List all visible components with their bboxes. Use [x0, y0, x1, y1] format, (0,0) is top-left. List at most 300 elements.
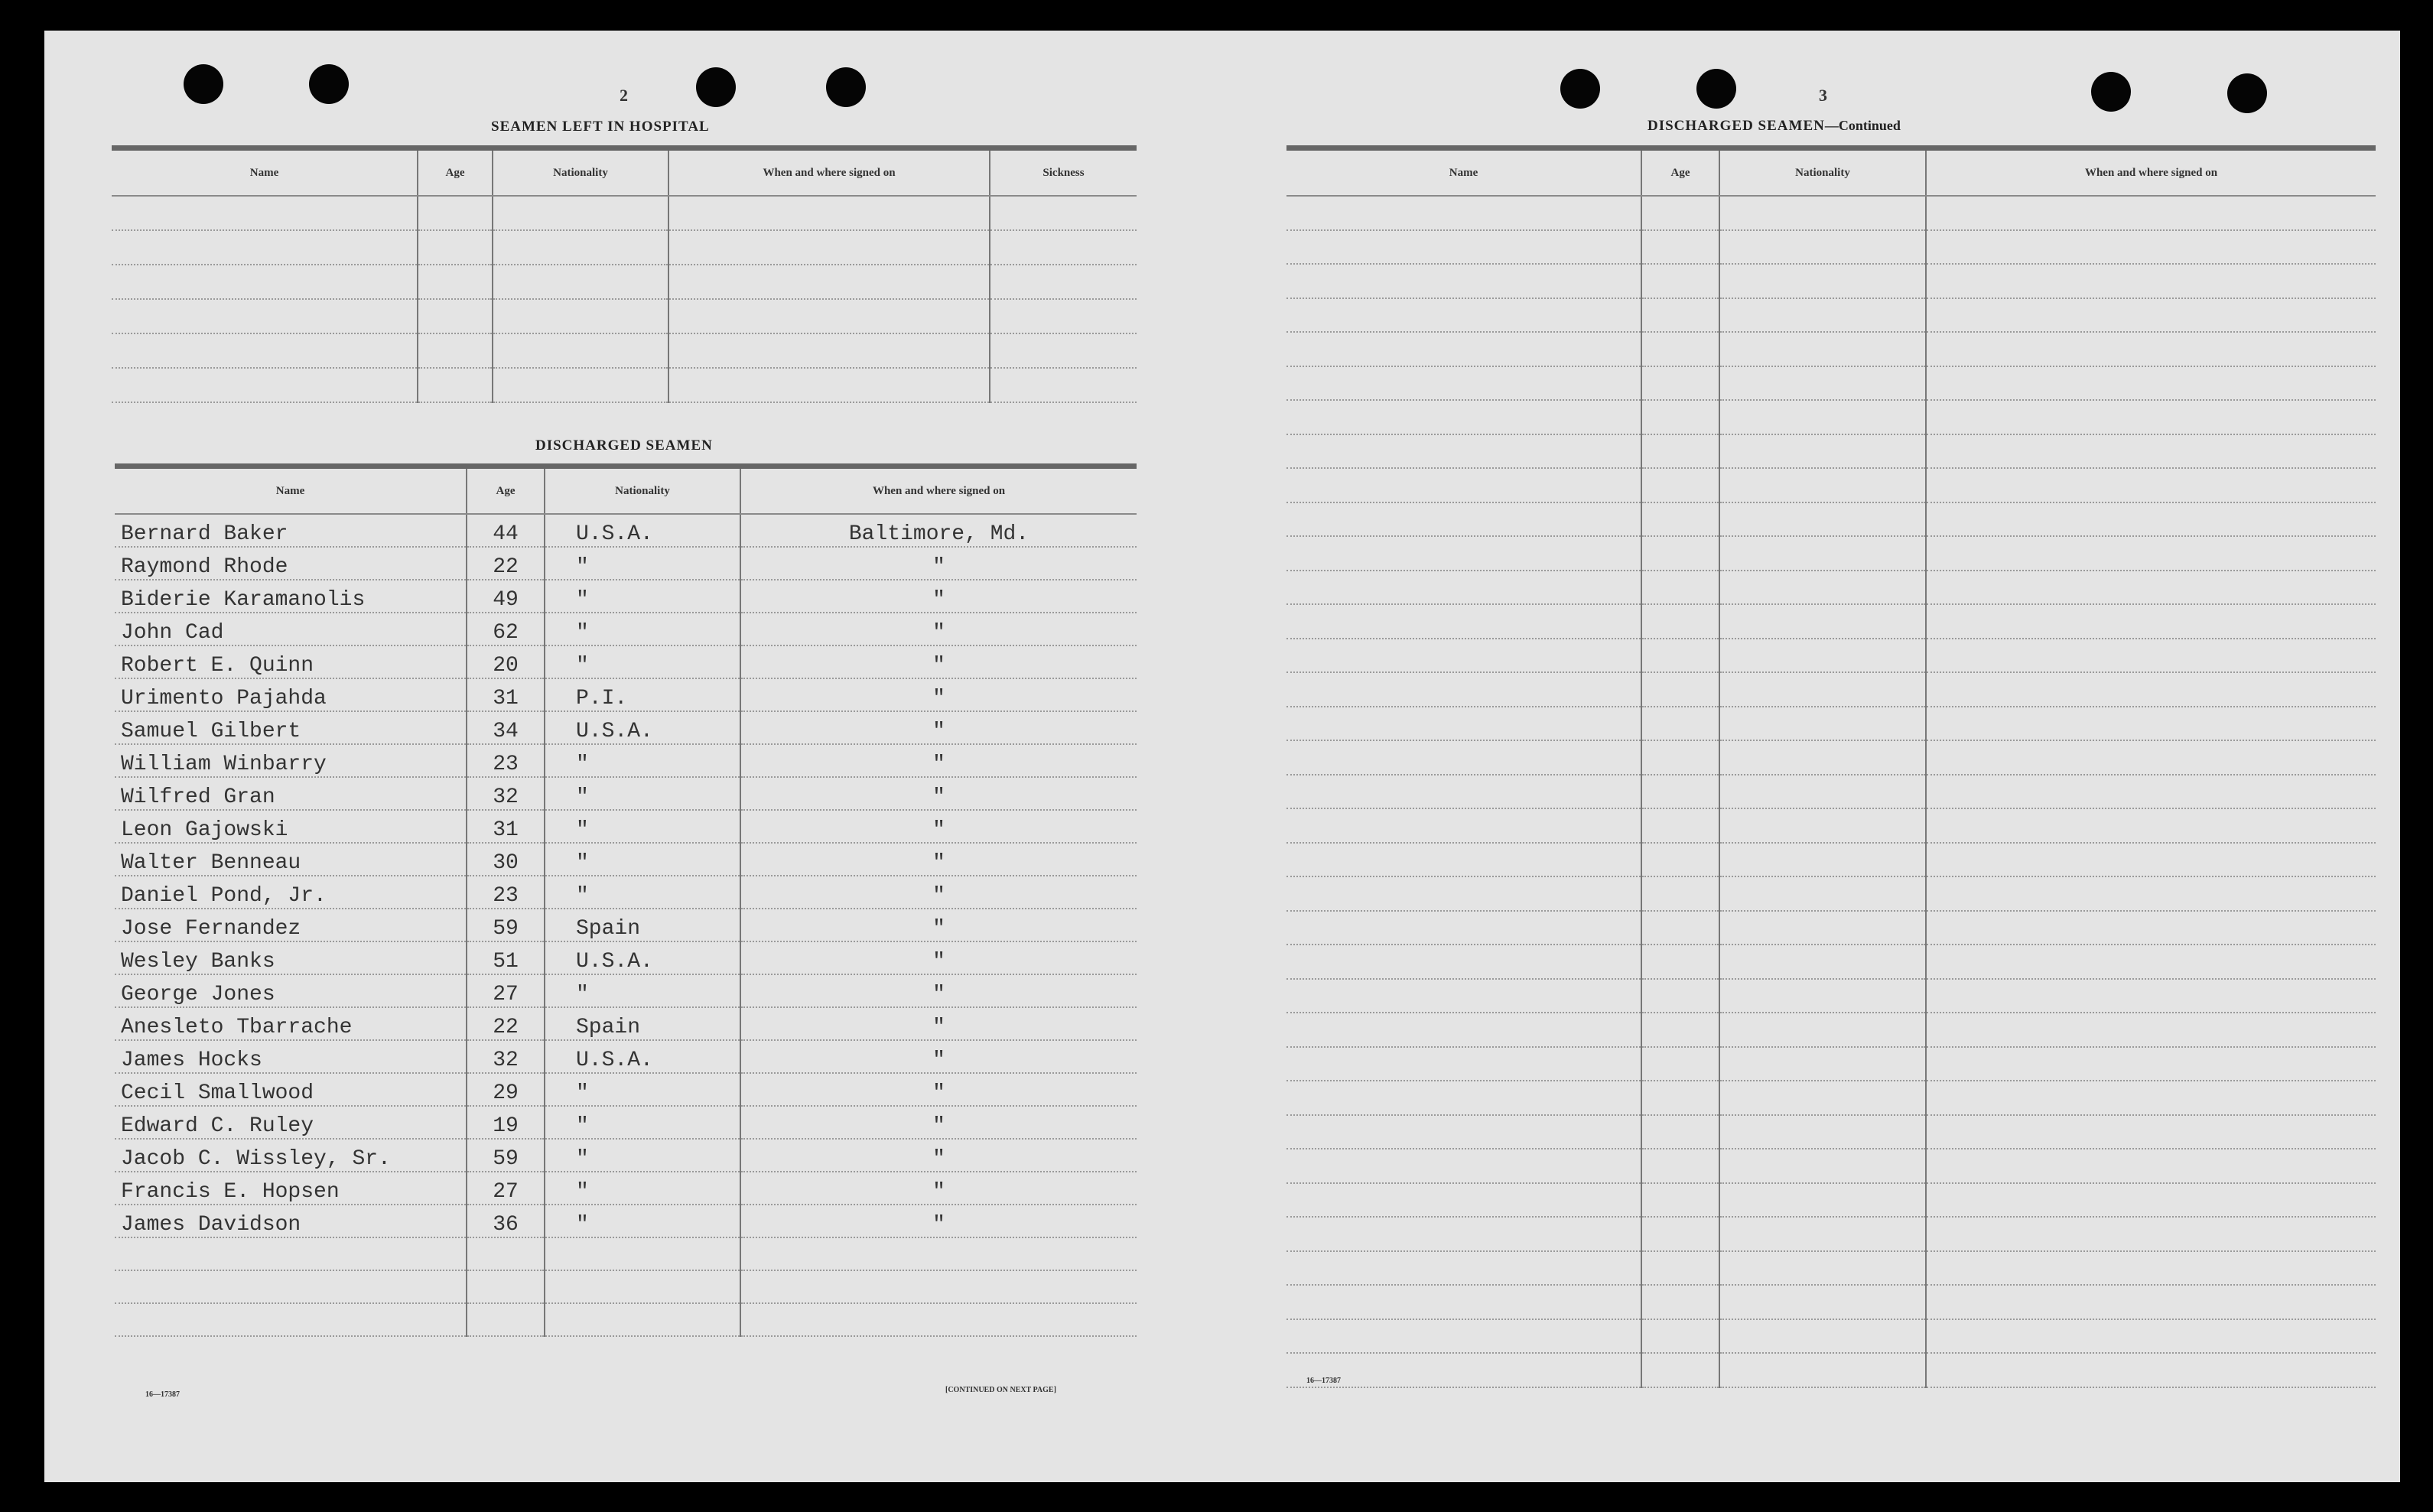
seaman-signed-on: "	[740, 876, 1137, 909]
seaman-name: William Winbarry	[115, 744, 467, 777]
blank-row	[112, 368, 1137, 402]
punch-hole	[1560, 69, 1600, 109]
blank-cell	[1926, 1149, 2376, 1183]
blank-cell	[1641, 196, 1719, 230]
seaman-name: George Jones	[115, 974, 467, 1007]
seaman-nationality: "	[545, 547, 740, 580]
blank-cell	[1641, 604, 1719, 639]
continued-table	[1286, 145, 2376, 1388]
blank-cell	[1926, 298, 2376, 333]
blank-row	[115, 1237, 1137, 1270]
blank-cell	[1926, 843, 2376, 877]
form-number: 16—17387	[1306, 1377, 1341, 1385]
seaman-nationality: "	[545, 777, 740, 810]
seaman-age: 32	[467, 777, 545, 810]
seaman-signed-on: "	[740, 744, 1137, 777]
seaman-name: Bernard Baker	[115, 514, 467, 547]
table-row	[115, 744, 1137, 777]
blank-cell	[1926, 1285, 2376, 1319]
blank-cell	[1926, 1217, 2376, 1251]
blank-cell	[1286, 571, 1641, 605]
blank-cell	[545, 1303, 740, 1336]
blank-cell	[418, 333, 493, 368]
blank-cell	[1926, 1013, 2376, 1047]
column-header: Sickness	[990, 148, 1137, 197]
blank-cell	[1641, 1081, 1719, 1115]
table-row	[115, 941, 1137, 974]
blank-cell	[1641, 1353, 1719, 1387]
blank-cell	[1719, 1013, 1926, 1047]
blank-cell	[1719, 843, 1926, 877]
blank-row	[1286, 1319, 2376, 1354]
blank-row	[1286, 1217, 2376, 1251]
seaman-signed-on: "	[740, 843, 1137, 876]
blank-cell	[112, 368, 418, 402]
blank-cell	[1719, 536, 1926, 571]
blank-cell	[1719, 672, 1926, 707]
table-row	[115, 876, 1137, 909]
blank-row	[1286, 639, 2376, 673]
hospital-section-title: SEAMEN LEFT IN HOSPITAL	[491, 119, 710, 135]
blank-cell	[1641, 502, 1719, 537]
blank-cell	[1926, 434, 2376, 469]
blank-row	[1286, 468, 2376, 502]
seaman-nationality: "	[545, 1106, 740, 1139]
seaman-age: 62	[467, 613, 545, 645]
blank-cell	[1286, 366, 1641, 401]
blank-cell	[990, 333, 1137, 368]
blank-cell	[467, 1303, 545, 1336]
blank-cell	[1286, 740, 1641, 775]
blank-cell	[1641, 775, 1719, 809]
blank-cell	[418, 230, 493, 265]
seaman-nationality: Spain	[545, 1007, 740, 1040]
blank-cell	[740, 1270, 1137, 1303]
blank-cell	[1286, 1319, 1641, 1354]
blank-cell	[112, 196, 418, 230]
blank-cell	[1641, 672, 1719, 707]
table-row	[115, 1073, 1137, 1106]
seaman-name: Wesley Banks	[115, 941, 467, 974]
blank-cell	[1641, 332, 1719, 366]
seaman-age: 27	[467, 974, 545, 1007]
column-header: When and where signed on	[740, 467, 1137, 515]
blank-cell	[1641, 707, 1719, 741]
seaman-signed-on: "	[740, 678, 1137, 711]
blank-cell	[493, 230, 668, 265]
table-row	[115, 777, 1137, 810]
seaman-nationality: "	[545, 974, 740, 1007]
blank-cell	[1641, 434, 1719, 469]
blank-row	[1286, 196, 2376, 230]
blank-cell	[1286, 843, 1641, 877]
blank-cell	[1286, 1149, 1641, 1183]
blank-cell	[1926, 468, 2376, 502]
blank-cell	[1641, 1047, 1719, 1081]
blank-cell	[1641, 571, 1719, 605]
seaman-nationality: "	[545, 1139, 740, 1172]
blank-cell	[1719, 571, 1926, 605]
blank-row	[1286, 945, 2376, 979]
blank-cell	[1286, 434, 1641, 469]
seaman-age: 23	[467, 744, 545, 777]
seaman-nationality: U.S.A.	[545, 1040, 740, 1073]
blank-row	[1286, 1183, 2376, 1218]
blank-row	[1286, 876, 2376, 911]
blank-row	[1286, 775, 2376, 809]
blank-cell	[1286, 1217, 1641, 1251]
blank-cell	[1286, 332, 1641, 366]
blank-cell	[1286, 876, 1641, 911]
blank-row	[1286, 298, 2376, 333]
blank-row	[1286, 1081, 2376, 1115]
blank-row	[112, 265, 1137, 299]
blank-cell	[668, 368, 990, 402]
blank-row	[1286, 911, 2376, 945]
blank-cell	[115, 1270, 467, 1303]
blank-row	[1286, 1047, 2376, 1081]
blank-cell	[1641, 1149, 1719, 1183]
blank-cell	[1926, 876, 2376, 911]
blank-cell	[467, 1270, 545, 1303]
blank-cell	[1641, 945, 1719, 979]
seaman-name: James Hocks	[115, 1040, 467, 1073]
blank-cell	[1641, 740, 1719, 775]
blank-row	[1286, 571, 2376, 605]
blank-cell	[1719, 979, 1926, 1013]
blank-cell	[1719, 639, 1926, 673]
seaman-nationality: "	[545, 876, 740, 909]
blank-cell	[1926, 230, 2376, 265]
seaman-age: 22	[467, 547, 545, 580]
blank-cell	[545, 1237, 740, 1270]
blank-cell	[1286, 604, 1641, 639]
blank-cell	[1286, 468, 1641, 502]
seaman-signed-on: "	[740, 941, 1137, 974]
blank-cell	[1719, 775, 1926, 809]
page-number: 2	[620, 86, 628, 105]
seaman-age: 59	[467, 1139, 545, 1172]
blank-cell	[1719, 1081, 1926, 1115]
seaman-name: Wilfred Gran	[115, 777, 467, 810]
blank-cell	[1286, 707, 1641, 741]
table-row	[115, 645, 1137, 678]
blank-row	[1286, 230, 2376, 265]
seaman-name: Walter Benneau	[115, 843, 467, 876]
seaman-name: Daniel Pond, Jr.	[115, 876, 467, 909]
seaman-age: 30	[467, 843, 545, 876]
seaman-age: 19	[467, 1106, 545, 1139]
blank-row	[112, 299, 1137, 333]
blank-cell	[1719, 468, 1926, 502]
seaman-name: Francis E. Hopsen	[115, 1172, 467, 1205]
blank-cell	[1926, 264, 2376, 298]
blank-cell	[1719, 502, 1926, 537]
blank-cell	[1719, 196, 1926, 230]
blank-cell	[1286, 1183, 1641, 1218]
seaman-age: 36	[467, 1205, 545, 1237]
table-row	[115, 547, 1137, 580]
table-row	[115, 1040, 1137, 1073]
table-row	[115, 1106, 1137, 1139]
blank-cell	[1286, 639, 1641, 673]
blank-cell	[1926, 1115, 2376, 1149]
seaman-age: 31	[467, 678, 545, 711]
seaman-nationality: "	[545, 645, 740, 678]
column-header: Age	[467, 467, 545, 515]
seaman-age: 59	[467, 909, 545, 941]
table-row	[115, 678, 1137, 711]
blank-row	[1286, 808, 2376, 843]
blank-cell	[1926, 1319, 2376, 1354]
seaman-age: 34	[467, 711, 545, 744]
seaman-nationality: U.S.A.	[545, 514, 740, 547]
seaman-nationality: "	[545, 1205, 740, 1237]
blank-cell	[1719, 1047, 1926, 1081]
seaman-signed-on: "	[740, 613, 1137, 645]
blank-cell	[1286, 536, 1641, 571]
punch-hole	[2227, 73, 2267, 113]
blank-row	[115, 1303, 1137, 1336]
seaman-name: Cecil Smallwood	[115, 1073, 467, 1106]
blank-cell	[668, 230, 990, 265]
seaman-signed-on: "	[740, 974, 1137, 1007]
blank-cell	[493, 299, 668, 333]
blank-cell	[1719, 707, 1926, 741]
seaman-name: Urimento Pajahda	[115, 678, 467, 711]
blank-cell	[1641, 911, 1719, 945]
seaman-signed-on: "	[740, 1172, 1137, 1205]
blank-cell	[418, 299, 493, 333]
column-header: When and where signed on	[1926, 148, 2376, 197]
blank-cell	[1926, 1353, 2376, 1387]
blank-cell	[493, 196, 668, 230]
form-number: 16—17387	[145, 1390, 180, 1399]
blank-cell	[1286, 979, 1641, 1013]
seaman-name: James Davidson	[115, 1205, 467, 1237]
column-header: When and where signed on	[668, 148, 990, 197]
blank-cell	[1641, 264, 1719, 298]
blank-cell	[1926, 740, 2376, 775]
seaman-signed-on: "	[740, 1073, 1137, 1106]
blank-cell	[1926, 196, 2376, 230]
seaman-age: 27	[467, 1172, 545, 1205]
column-header: Nationality	[1719, 148, 1926, 197]
blank-cell	[1926, 775, 2376, 809]
blank-cell	[1641, 1319, 1719, 1354]
blank-cell	[1286, 1285, 1641, 1319]
blank-row	[1286, 707, 2376, 741]
blank-cell	[1719, 434, 1926, 469]
seaman-name: Robert E. Quinn	[115, 645, 467, 678]
continued-note: [CONTINUED ON NEXT PAGE]	[945, 1386, 1056, 1394]
blank-cell	[1719, 1183, 1926, 1218]
blank-cell	[990, 230, 1137, 265]
blank-cell	[990, 368, 1137, 402]
blank-cell	[1641, 230, 1719, 265]
blank-cell	[990, 299, 1137, 333]
seaman-age: 44	[467, 514, 545, 547]
column-header: Name	[1286, 148, 1641, 197]
hospital-table	[112, 145, 1137, 403]
seaman-age: 23	[467, 876, 545, 909]
blank-cell	[112, 230, 418, 265]
blank-cell	[1719, 400, 1926, 434]
blank-cell	[112, 299, 418, 333]
seaman-signed-on: "	[740, 1139, 1137, 1172]
blank-row	[1286, 400, 2376, 434]
blank-cell	[1641, 1217, 1719, 1251]
blank-cell	[1926, 1081, 2376, 1115]
seaman-nationality: Spain	[545, 909, 740, 941]
table-row	[115, 1139, 1137, 1172]
blank-cell	[1719, 1353, 1926, 1387]
blank-cell	[1286, 264, 1641, 298]
blank-cell	[493, 368, 668, 402]
blank-row	[1286, 1149, 2376, 1183]
blank-cell	[1926, 536, 2376, 571]
seaman-signed-on: "	[740, 1106, 1137, 1139]
table-row	[115, 613, 1137, 645]
blank-cell	[1926, 979, 2376, 1013]
blank-cell	[1286, 502, 1641, 537]
blank-cell	[1641, 1183, 1719, 1218]
seaman-name: Samuel Gilbert	[115, 711, 467, 744]
blank-cell	[493, 333, 668, 368]
seaman-age: 51	[467, 941, 545, 974]
seaman-name: John Cad	[115, 613, 467, 645]
blank-cell	[740, 1237, 1137, 1270]
blank-cell	[1719, 230, 1926, 265]
blank-row	[1286, 1251, 2376, 1286]
blank-cell	[1286, 945, 1641, 979]
seaman-name: Jose Fernandez	[115, 909, 467, 941]
blank-cell	[1641, 1115, 1719, 1149]
blank-cell	[1719, 740, 1926, 775]
seaman-signed-on: "	[740, 777, 1137, 810]
seaman-age: 49	[467, 580, 545, 613]
blank-cell	[990, 196, 1137, 230]
table-row	[115, 580, 1137, 613]
seaman-nationality: "	[545, 1073, 740, 1106]
seaman-name: Raymond Rhode	[115, 547, 467, 580]
seaman-age: 22	[467, 1007, 545, 1040]
blank-cell	[1926, 604, 2376, 639]
seaman-nationality: P.I.	[545, 678, 740, 711]
blank-cell	[1641, 400, 1719, 434]
blank-cell	[1926, 1183, 2376, 1218]
document-sheet	[44, 31, 2400, 1482]
column-header: Name	[112, 148, 418, 197]
seaman-signed-on: "	[740, 547, 1137, 580]
blank-cell	[740, 1303, 1137, 1336]
table-row	[115, 711, 1137, 744]
blank-row	[1286, 672, 2376, 707]
blank-cell	[1719, 945, 1926, 979]
seaman-signed-on: "	[740, 580, 1137, 613]
blank-cell	[1286, 230, 1641, 265]
discharged-section-title: DISCHARGED SEAMEN	[535, 437, 713, 454]
table-row	[115, 909, 1137, 941]
blank-row	[1286, 979, 2376, 1013]
blank-cell	[1286, 911, 1641, 945]
blank-row	[1286, 332, 2376, 366]
continued-section-title	[1647, 118, 1901, 135]
seaman-age: 32	[467, 1040, 545, 1073]
blank-cell	[1286, 1013, 1641, 1047]
blank-row	[1286, 1013, 2376, 1047]
blank-row	[112, 333, 1137, 368]
discharged-seamen-table	[115, 463, 1137, 1337]
blank-row	[1286, 264, 2376, 298]
seaman-nationality: "	[545, 744, 740, 777]
seaman-nationality: "	[545, 810, 740, 843]
blank-row	[112, 230, 1137, 265]
blank-cell	[1926, 945, 2376, 979]
table-row	[115, 1205, 1137, 1237]
seaman-signed-on: "	[740, 645, 1137, 678]
blank-cell	[1286, 808, 1641, 843]
page-number: 3	[1819, 86, 1827, 105]
blank-row	[1286, 502, 2376, 537]
blank-cell	[112, 333, 418, 368]
blank-cell	[1719, 1319, 1926, 1354]
seaman-signed-on: "	[740, 1007, 1137, 1040]
table-row	[115, 514, 1137, 547]
seaman-name: Edward C. Ruley	[115, 1106, 467, 1139]
seaman-age: 20	[467, 645, 545, 678]
seaman-name: Leon Gajowski	[115, 810, 467, 843]
blank-cell	[1719, 1115, 1926, 1149]
blank-cell	[1641, 979, 1719, 1013]
blank-cell	[467, 1237, 545, 1270]
blank-cell	[990, 265, 1137, 299]
punch-hole	[309, 64, 349, 104]
blank-row	[112, 196, 1137, 230]
blank-cell	[1641, 468, 1719, 502]
blank-cell	[1286, 672, 1641, 707]
seaman-nationality: "	[545, 1172, 740, 1205]
column-header: Age	[418, 148, 493, 197]
seaman-age: 31	[467, 810, 545, 843]
blank-cell	[1641, 366, 1719, 401]
blank-cell	[1286, 400, 1641, 434]
seaman-name: Anesleto Tbarrache	[115, 1007, 467, 1040]
blank-cell	[1926, 707, 2376, 741]
blank-row	[1286, 434, 2376, 469]
blank-cell	[1926, 1251, 2376, 1286]
blank-cell	[115, 1303, 467, 1336]
blank-cell	[1286, 1115, 1641, 1149]
blank-row	[1286, 1285, 2376, 1319]
blank-cell	[1926, 571, 2376, 605]
blank-cell	[1926, 911, 2376, 945]
blank-row	[1286, 1353, 2376, 1387]
continued-title-main: DISCHARGED SEAMEN	[1647, 118, 1825, 134]
blank-cell	[1641, 1285, 1719, 1319]
seaman-nationality: "	[545, 613, 740, 645]
table-row	[115, 843, 1137, 876]
blank-cell	[1641, 639, 1719, 673]
seaman-signed-on: "	[740, 810, 1137, 843]
blank-cell	[1926, 332, 2376, 366]
seaman-name: Jacob C. Wissley, Sr.	[115, 1139, 467, 1172]
blank-cell	[1719, 604, 1926, 639]
blank-cell	[1286, 196, 1641, 230]
table-row	[115, 1007, 1137, 1040]
blank-row	[1286, 1115, 2376, 1149]
blank-cell	[1719, 298, 1926, 333]
